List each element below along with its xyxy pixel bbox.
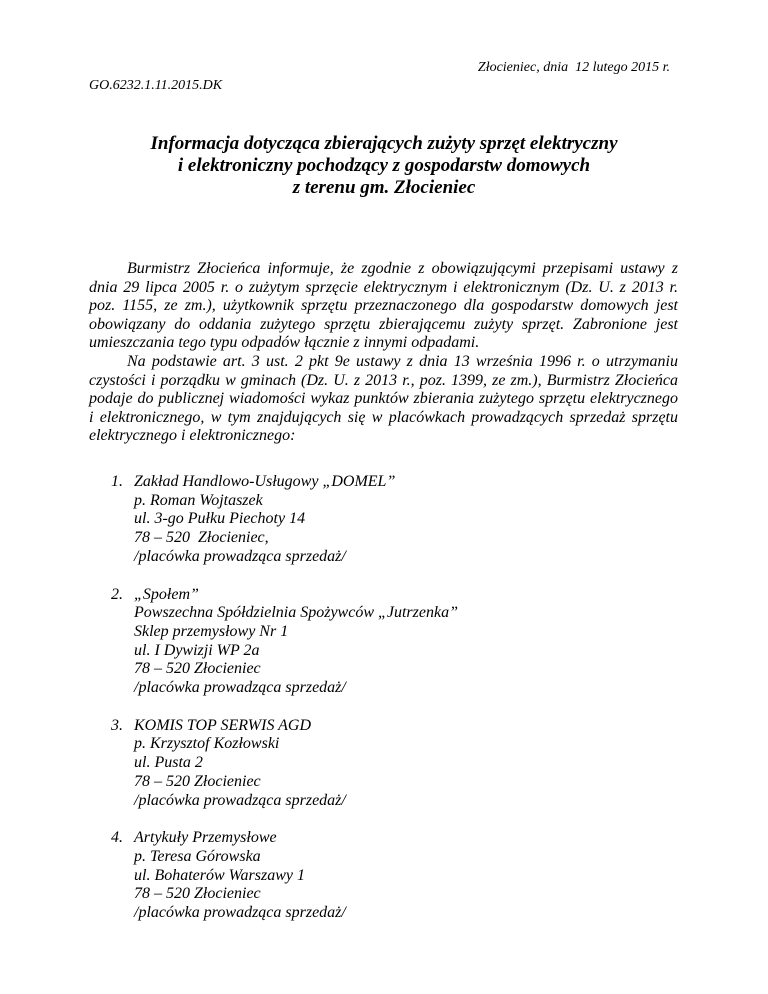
location-owner: p. Krzysztof Kozłowski bbox=[134, 735, 280, 753]
location-city: 78 – 520 Złocieniec, bbox=[134, 529, 269, 547]
list-item-number: 1. bbox=[111, 473, 123, 490]
location-name: KOMIS TOP SERWIS AGD bbox=[134, 716, 312, 734]
location-city: 78 – 520 Złocieniec bbox=[134, 772, 261, 790]
location-street: ul. 3-go Pułku Piechoty 14 bbox=[134, 510, 306, 528]
location-shop: Sklep przemysłowy Nr 1 bbox=[134, 622, 289, 640]
list-item bbox=[111, 829, 671, 923]
location-street: ul. Pusta 2 bbox=[134, 754, 203, 772]
locations-list bbox=[111, 473, 671, 942]
reference-number: GO.6232.1.11.2015.DK bbox=[89, 78, 223, 93]
date-line: Złocieniec, dnia 12 lutego 2015 r. bbox=[477, 60, 670, 75]
location-note: /placówka prowadząca sprzedaż/ bbox=[134, 904, 346, 922]
location-owner: p. Teresa Górowska bbox=[134, 847, 261, 865]
location-city: 78 – 520 Złocieniec bbox=[134, 660, 261, 678]
location-city: 78 – 520 Złocieniec bbox=[134, 885, 261, 903]
location-name: „Społem” bbox=[134, 585, 199, 603]
location-owner: p. Roman Wojtaszek bbox=[134, 491, 263, 509]
list-item bbox=[111, 717, 671, 811]
list-item bbox=[111, 586, 671, 698]
location-name: Zakład Handlowo-Usługowy „DOMEL” bbox=[134, 473, 396, 490]
list-item-number: 4. bbox=[111, 829, 123, 847]
paragraph-1: Burmistrz Złocieńca informuje, że zgodnie z obowiązującymi przepisami ustawy z dnia 29 lipca 2005 r. o zużytym sprzęcie elektrycznym i elektronicznym (Dz. U. z 2013 r. poz. 1155, ze zm.), użytkownik sprzętu przeznaczonego dla gospodarstw domowych jest obowiązany do oddania zużytego sprzętu zbierającemu zużyty sprzęt. Zabronione jest umieszczania tego typu odpadów łącznie z innymi odpadami. bbox=[89, 260, 678, 352]
location-note: /placówka prowadząca sprzedaż/ bbox=[134, 547, 346, 565]
body-text bbox=[89, 260, 678, 446]
list-item-number: 2. bbox=[111, 585, 123, 603]
list-item-number: 3. bbox=[111, 716, 123, 734]
location-note: /placówka prowadząca sprzedaż/ bbox=[134, 791, 346, 809]
list-item bbox=[111, 473, 671, 567]
location-street: ul. Bohaterów Warszawy 1 bbox=[134, 866, 305, 884]
location-note: /placówka prowadząca sprzedaż/ bbox=[134, 679, 346, 697]
title-line-1: Informacja dotycząca zbierających zużyty sprzęt elektryczny bbox=[150, 133, 618, 154]
location-street: ul. I Dywizji WP 2a bbox=[134, 641, 260, 659]
title-line-3: z terenu gm. Złocieniec bbox=[292, 177, 476, 198]
location-name: Artykuły Przemysłowe bbox=[134, 829, 277, 847]
paragraph-2: Na podstawie art. 3 ust. 2 pkt 9e ustawy z dnia 13 września 1996 r. o utrzymaniu czystości i porządku w gminach (Dz. U. z 2013 r., poz. 1399, ze zm.), Burmistrz Złocieńca podaje do publicznej wiadomości wykaz punktów zbierania zużytego sprzętu elektrycznego i elektronicznego, w tym znajdujących się w placówkach prowadzących sprzedaż sprzętu elektrycznego i elektronicznego: bbox=[89, 352, 678, 445]
location-company: Powszechna Spółdzielnia Spożywców „Jutrzenka” bbox=[134, 604, 458, 622]
title-line-2: i elektroniczny pochodzący z gospodarstw domowych bbox=[177, 155, 591, 176]
document-title bbox=[89, 133, 679, 199]
